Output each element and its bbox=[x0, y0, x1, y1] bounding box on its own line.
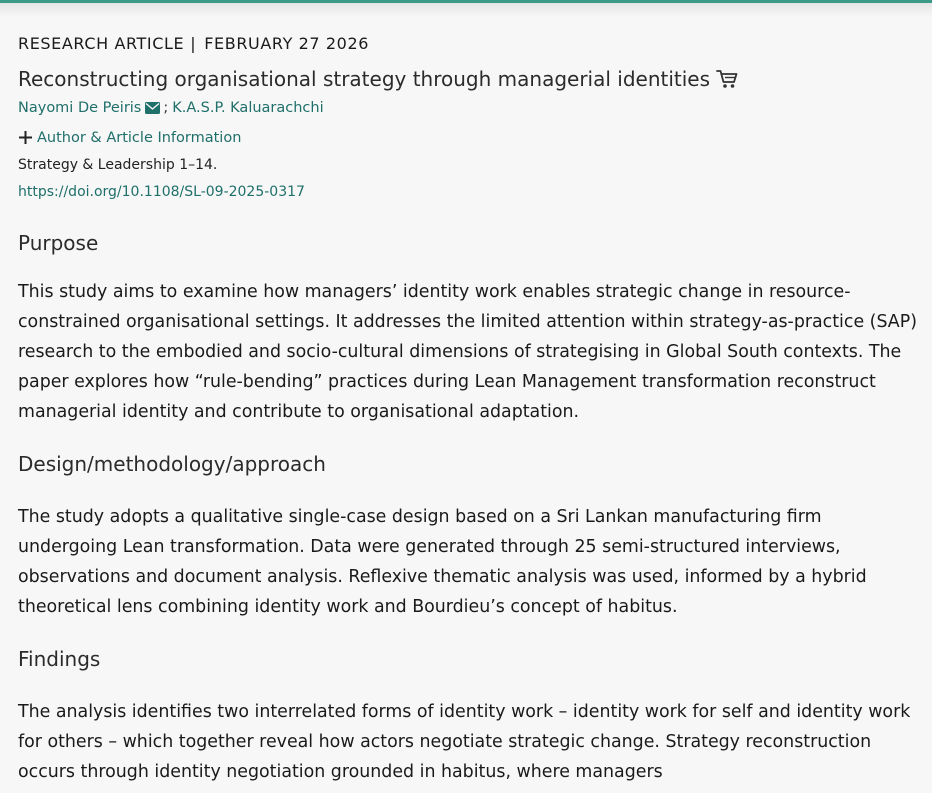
header-shadow bbox=[0, 3, 932, 17]
article-meta bbox=[18, 32, 918, 56]
section-heading-findings: Findings bbox=[18, 647, 101, 671]
section-heading-purpose: Purpose bbox=[18, 231, 99, 255]
author-info-link[interactable]: Author & Article Information bbox=[37, 130, 242, 146]
section-heading-design: Design/methodology/approach bbox=[18, 452, 326, 476]
author-info-toggle[interactable] bbox=[18, 127, 918, 149]
article-content bbox=[18, 32, 918, 787]
article-title: Reconstructing organisational strategy through managerial identities bbox=[18, 67, 711, 91]
publication-date: FEBRUARY 27 2026 bbox=[204, 34, 370, 53]
journal-citation: Strategy & Leadership 1–14. bbox=[18, 157, 218, 173]
meta-separator: | bbox=[190, 34, 197, 53]
envelope-icon[interactable] bbox=[145, 98, 160, 122]
author-link-0[interactable]: Nayomi De Peiris bbox=[18, 100, 142, 116]
section-text-purpose: This study aims to examine how managers’ identity work enables strategic change in resource-constrained organisational settings. It addresses the limited attention within strategy-as-practice (SAP) research to the embodied and socio-cultural dimensions of strategising in Global South contexts. The paper explores how “rule-bending” practices during Lean Management transformation reconstruct managerial identity and contribute to organisational adaptation. bbox=[18, 282, 917, 422]
shopping-cart-icon[interactable] bbox=[716, 69, 738, 99]
section-text-design: The study adopts a qualitative single-case design based on a Sri Lankan manufacturing firm undergoing Lean transformation. Data were generated through 25 semi-structured interviews, observations and document analysis. Reflexive thematic analysis was used, informed by a hybrid theoretical lens combining identity work and Bourdieu’s concept of habitus. bbox=[18, 507, 867, 617]
author-list bbox=[18, 96, 918, 120]
doi-link[interactable]: https://doi.org/10.1108/SL-09-2025-0317 bbox=[18, 184, 305, 200]
author-link-1[interactable]: K.A.S.P. Kaluarachchi bbox=[172, 100, 324, 116]
plus-icon bbox=[18, 130, 33, 152]
author-separator: ; bbox=[163, 100, 169, 116]
title-row bbox=[18, 64, 918, 94]
article-type: RESEARCH ARTICLE bbox=[18, 34, 185, 53]
section-text-findings: The analysis identifies two interrelated forms of identity work – identity work for self and identity work for others – which together reveal how actors negotiate strategic change. Strategy reconstruction occurs through identity negotiation grounded in habitus, where managers bbox=[18, 702, 911, 782]
